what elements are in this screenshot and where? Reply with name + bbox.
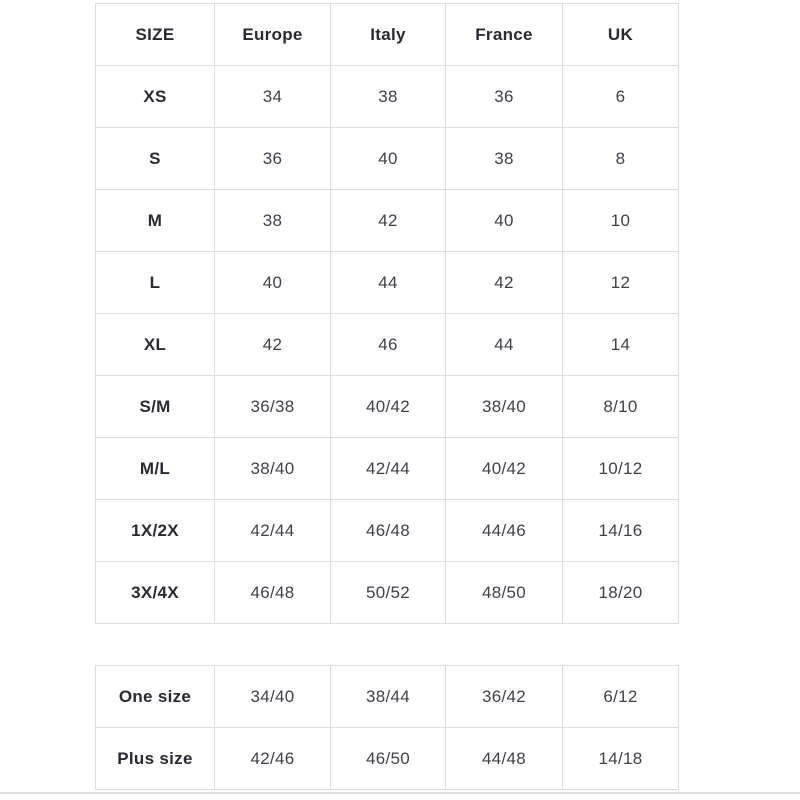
size-label-cell: L (96, 252, 215, 314)
size-label-cell: Plus size (96, 728, 215, 790)
table-row (96, 438, 679, 500)
size-label-cell: 3X/4X (96, 562, 215, 624)
value-cell: 38/40 (215, 438, 331, 500)
value-cell: 46/48 (215, 562, 331, 624)
value-cell: 40 (331, 128, 446, 190)
size-conversion-table (95, 3, 679, 624)
value-cell: 50/52 (331, 562, 446, 624)
value-cell: 36/38 (215, 376, 331, 438)
value-cell: 6 (563, 66, 679, 128)
value-cell: 38 (215, 190, 331, 252)
value-cell: 12 (563, 252, 679, 314)
header-row (96, 4, 679, 66)
bottom-divider (0, 792, 800, 794)
value-cell: 18/20 (563, 562, 679, 624)
table-row (96, 500, 679, 562)
value-cell: 10/12 (563, 438, 679, 500)
size-label-cell: S (96, 128, 215, 190)
size-label-cell: One size (96, 666, 215, 728)
value-cell: 14 (563, 314, 679, 376)
value-cell: 14/16 (563, 500, 679, 562)
size-table (95, 3, 679, 624)
value-cell: 42/44 (215, 500, 331, 562)
value-cell: 40/42 (331, 376, 446, 438)
value-cell: 36 (446, 66, 563, 128)
value-cell: 44/46 (446, 500, 563, 562)
value-cell: 8 (563, 128, 679, 190)
value-cell: 42 (446, 252, 563, 314)
value-cell: 38 (331, 66, 446, 128)
value-cell: 40 (446, 190, 563, 252)
value-cell: 34 (215, 66, 331, 128)
value-cell: 42 (215, 314, 331, 376)
table-row (96, 376, 679, 438)
table-row (96, 252, 679, 314)
value-cell: 46 (331, 314, 446, 376)
table-row (96, 562, 679, 624)
value-cell: 42/46 (215, 728, 331, 790)
value-cell: 36 (215, 128, 331, 190)
table-row (96, 128, 679, 190)
value-cell: 44/48 (446, 728, 563, 790)
value-cell: 38/44 (331, 666, 446, 728)
value-cell: 6/12 (563, 666, 679, 728)
value-cell: 46/50 (331, 728, 446, 790)
table-row (96, 190, 679, 252)
table-row (96, 666, 679, 728)
value-cell: 36/42 (446, 666, 563, 728)
value-cell: 42/44 (331, 438, 446, 500)
value-cell: 34/40 (215, 666, 331, 728)
size-label-cell: M/L (96, 438, 215, 500)
table-row (96, 728, 679, 790)
value-cell: 10 (563, 190, 679, 252)
column-header-italy: Italy (331, 4, 446, 66)
size-label-cell: XL (96, 314, 215, 376)
column-header-uk: UK (563, 4, 679, 66)
value-cell: 46/48 (331, 500, 446, 562)
value-cell: 44 (331, 252, 446, 314)
size-label-cell: XS (96, 66, 215, 128)
table-row (96, 66, 679, 128)
size-label-cell: M (96, 190, 215, 252)
value-cell: 38 (446, 128, 563, 190)
column-header-size: SIZE (96, 4, 215, 66)
special-sizes-table (95, 665, 679, 790)
column-header-europe: Europe (215, 4, 331, 66)
table-row (96, 314, 679, 376)
value-cell: 40 (215, 252, 331, 314)
value-cell: 14/18 (563, 728, 679, 790)
size-label-cell: 1X/2X (96, 500, 215, 562)
value-cell: 8/10 (563, 376, 679, 438)
value-cell: 42 (331, 190, 446, 252)
value-cell: 44 (446, 314, 563, 376)
one-size-plus-size-table (95, 665, 679, 790)
column-header-france: France (446, 4, 563, 66)
value-cell: 38/40 (446, 376, 563, 438)
value-cell: 48/50 (446, 562, 563, 624)
size-label-cell: S/M (96, 376, 215, 438)
value-cell: 40/42 (446, 438, 563, 500)
